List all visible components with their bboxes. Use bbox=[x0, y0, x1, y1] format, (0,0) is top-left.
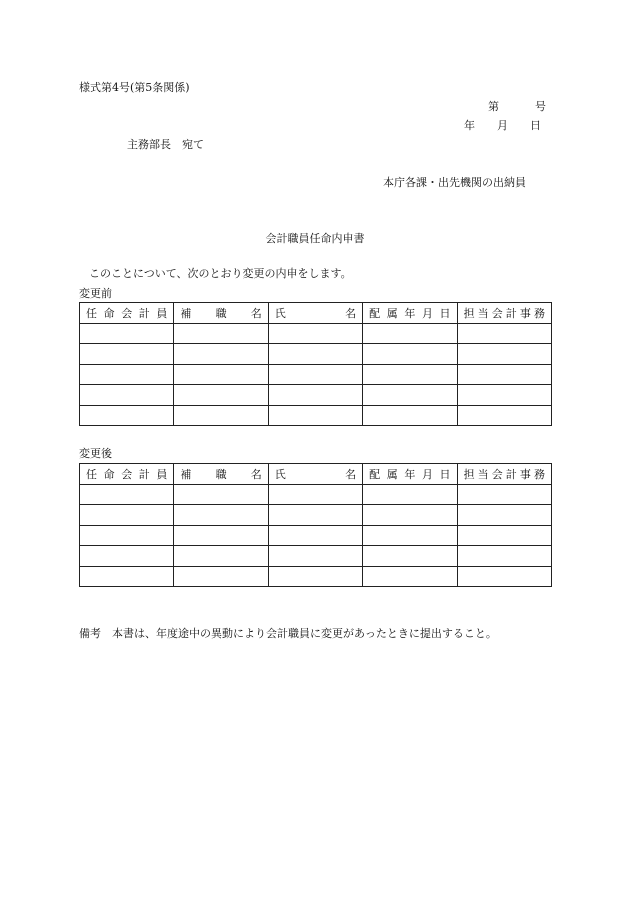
table-cell[interactable] bbox=[80, 364, 174, 385]
date-month: 月 bbox=[497, 119, 508, 132]
table-cell[interactable] bbox=[363, 344, 457, 365]
table-cell[interactable] bbox=[363, 546, 457, 567]
addressee: 主務部長 宛て bbox=[127, 138, 204, 151]
table-cell[interactable] bbox=[268, 364, 362, 385]
date-day: 日 bbox=[530, 119, 541, 132]
date-line bbox=[464, 120, 541, 131]
table-cell[interactable] bbox=[174, 546, 268, 567]
table-cell[interactable] bbox=[363, 364, 457, 385]
table-cell[interactable] bbox=[174, 364, 268, 385]
table-cell[interactable] bbox=[268, 385, 362, 406]
table-cell[interactable] bbox=[80, 385, 174, 406]
header-appointed-accountant: 任命会計員 bbox=[80, 303, 174, 324]
table-cell[interactable] bbox=[174, 484, 268, 505]
header-position: 補職名 bbox=[174, 303, 268, 324]
table-cell[interactable] bbox=[457, 566, 551, 587]
table-row bbox=[80, 546, 552, 567]
label-before-change: 変更前 bbox=[79, 287, 112, 300]
table-header-row bbox=[80, 464, 552, 485]
table-cell[interactable] bbox=[80, 525, 174, 546]
table-cell[interactable] bbox=[174, 385, 268, 406]
sender: 本庁各課・出先機関の出納員 bbox=[383, 176, 526, 189]
table-cell[interactable] bbox=[268, 484, 362, 505]
table-cell[interactable] bbox=[174, 566, 268, 587]
header-accounting-duty: 担当会計事務 bbox=[457, 464, 551, 485]
table-cell[interactable] bbox=[363, 505, 457, 526]
header-assignment-date: 配属年月日 bbox=[363, 464, 457, 485]
table-cell[interactable] bbox=[268, 546, 362, 567]
remarks: 備考 本書は、年度途中の異動により会計職員に変更があったときに提出すること。 bbox=[79, 627, 497, 640]
table-cell[interactable] bbox=[268, 344, 362, 365]
header-accounting-duty: 担当会計事務 bbox=[457, 303, 551, 324]
table-cell[interactable] bbox=[457, 364, 551, 385]
table-row bbox=[80, 364, 552, 385]
table-cell[interactable] bbox=[80, 546, 174, 567]
table-cell[interactable] bbox=[268, 525, 362, 546]
table-cell[interactable] bbox=[457, 385, 551, 406]
table-cell[interactable] bbox=[363, 566, 457, 587]
table-row bbox=[80, 484, 552, 505]
table-before-change bbox=[79, 302, 552, 426]
table-cell[interactable] bbox=[268, 405, 362, 426]
date-year: 年 bbox=[464, 119, 475, 132]
doc-number-suffix: 号 bbox=[535, 100, 546, 113]
document-title: 会計職員任命内申書 bbox=[265, 232, 365, 245]
table-cell[interactable] bbox=[80, 405, 174, 426]
table-cell[interactable] bbox=[80, 505, 174, 526]
table-cell[interactable] bbox=[80, 344, 174, 365]
table-cell[interactable] bbox=[363, 323, 457, 344]
table-row bbox=[80, 344, 552, 365]
table-cell[interactable] bbox=[457, 484, 551, 505]
doc-number-prefix: 第 bbox=[488, 100, 499, 113]
table-cell[interactable] bbox=[457, 323, 551, 344]
table-header-row bbox=[80, 303, 552, 324]
table-cell[interactable] bbox=[174, 323, 268, 344]
header-position: 補職名 bbox=[174, 464, 268, 485]
table-row bbox=[80, 525, 552, 546]
table-row bbox=[80, 405, 552, 426]
table-cell[interactable] bbox=[268, 323, 362, 344]
header-appointed-accountant: 任命会計員 bbox=[80, 464, 174, 485]
table-cell[interactable] bbox=[174, 344, 268, 365]
table-cell[interactable] bbox=[174, 405, 268, 426]
table-cell[interactable] bbox=[80, 323, 174, 344]
table-cell[interactable] bbox=[457, 344, 551, 365]
table-cell[interactable] bbox=[363, 405, 457, 426]
table-cell[interactable] bbox=[80, 484, 174, 505]
form-number: 様式第4号(第5条関係) bbox=[79, 81, 190, 94]
document-number bbox=[488, 101, 546, 112]
table-row bbox=[80, 323, 552, 344]
table-cell[interactable] bbox=[457, 405, 551, 426]
label-after-change: 変更後 bbox=[79, 447, 112, 460]
table-cell[interactable] bbox=[268, 566, 362, 587]
table-row bbox=[80, 505, 552, 526]
table-cell[interactable] bbox=[174, 505, 268, 526]
header-name: 氏名 bbox=[268, 303, 362, 324]
table-after-change bbox=[79, 463, 552, 587]
table-cell[interactable] bbox=[363, 525, 457, 546]
intro-text: このことについて、次のとおり変更の内申をします。 bbox=[89, 267, 352, 280]
table-row bbox=[80, 385, 552, 406]
table-cell[interactable] bbox=[363, 385, 457, 406]
table-cell[interactable] bbox=[268, 505, 362, 526]
table-cell[interactable] bbox=[457, 505, 551, 526]
table-cell[interactable] bbox=[174, 525, 268, 546]
table-cell[interactable] bbox=[457, 525, 551, 546]
table-cell[interactable] bbox=[457, 546, 551, 567]
table-cell[interactable] bbox=[363, 484, 457, 505]
header-name: 氏名 bbox=[268, 464, 362, 485]
table-cell[interactable] bbox=[80, 566, 174, 587]
table-row bbox=[80, 566, 552, 587]
header-assignment-date: 配属年月日 bbox=[363, 303, 457, 324]
